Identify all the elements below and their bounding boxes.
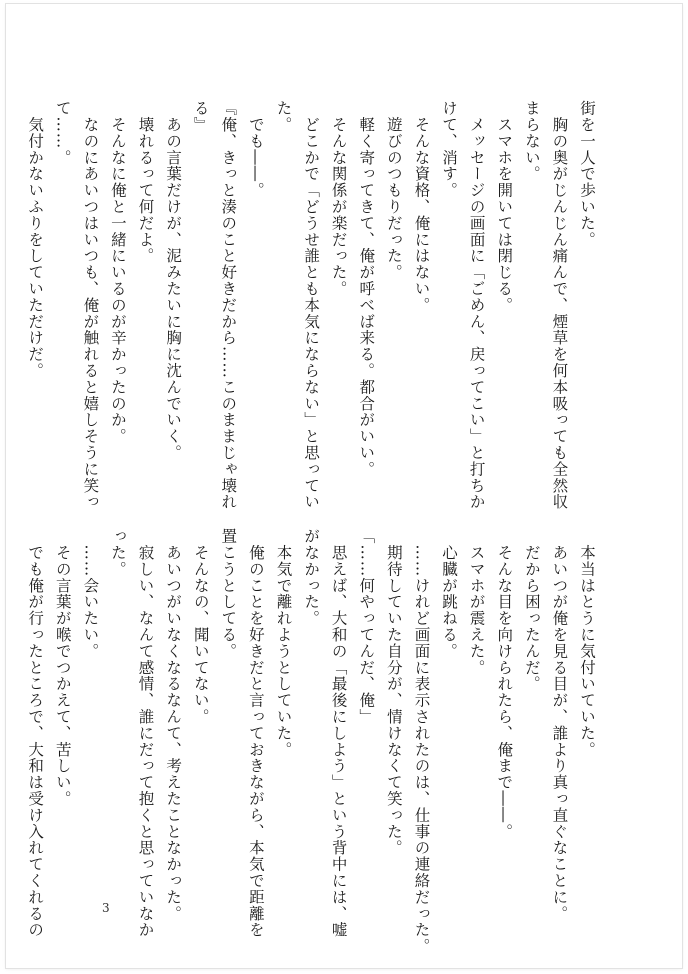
text-line: 本当はとうに気付いていた。 <box>578 528 596 758</box>
text-line: 『俺、きっと湊のこと好きだから……このままじゃ壊れ <box>219 100 238 510</box>
text-line: 「……何やってんだ、俺」 <box>357 528 376 725</box>
top-text-block <box>20 100 600 510</box>
text-line: 置こうとしてる。 <box>219 528 238 660</box>
document-page <box>6 4 682 968</box>
text-line: メッセージの画面に「ごめん、戻ってこい」と打ちか <box>467 100 486 510</box>
text-line: そんな資格、俺にはない。 <box>412 100 431 314</box>
text-line: 本気で離れようとしていた。 <box>274 528 293 758</box>
text-line: 壊れるって何だよ。 <box>136 100 155 264</box>
text-line: まらない。 <box>522 100 541 182</box>
text-line: どこかで「どうせ誰とも本気にならない」と思ってい <box>302 100 321 510</box>
text-line: スマホが震えた。 <box>467 528 486 676</box>
text-line: た。 <box>274 100 293 133</box>
text-line: 寂しい、なんて感情、誰にだって抱くと思っていなか <box>136 528 155 938</box>
text-line: なのにあいつはいつも、俺が触れると嬉しそうに笑っ <box>81 100 100 510</box>
text-line: て……。 <box>53 100 72 166</box>
text-line: 軽く寄ってきて、俺が呼べば来る。都合がいい。 <box>357 100 376 478</box>
text-line: 街を一人で歩いた。 <box>578 100 596 248</box>
text-line: そんな目を向けられたら、俺まで――。 <box>495 528 514 840</box>
text-line: 期待していた自分が、情けなくて笑った。 <box>384 528 403 856</box>
text-line: った。 <box>108 528 127 578</box>
text-line: ……けれど画面に表示されたのは、仕事の連絡だった。 <box>412 528 431 955</box>
text-line: 気付かないふりをしていただけだ。 <box>26 100 45 379</box>
text-line: そんなの、聞いてない。 <box>191 528 210 725</box>
text-line: 心臓が跳ねる。 <box>440 528 459 660</box>
text-line: がなかった。 <box>302 528 321 627</box>
text-line: あいつがいなくなるなんて、考えたことなかった。 <box>164 528 183 922</box>
text-line: あの言葉だけが、泥みたいに胸に沈んでいく。 <box>164 100 183 461</box>
text-line: る』 <box>191 100 210 133</box>
text-line: でも俺が行ったところで、大和は受け入れてくれるの <box>26 528 45 938</box>
text-line: スマホを開いては閉じる。 <box>495 100 514 314</box>
text-line: あいつが俺を見る目が、誰より真っ直ぐなことに。 <box>550 528 569 922</box>
text-line: だから困ったんだ。 <box>522 528 541 692</box>
text-line: でも――。 <box>246 100 265 199</box>
page-number: 3 <box>102 901 110 915</box>
bottom-text-block <box>20 528 600 955</box>
text-line: 俺のことを好きだと言っておきながら、本気で距離を <box>246 528 265 938</box>
text-line: その言葉が喉でつかえて、苦しい。 <box>53 528 72 807</box>
text-line: 思えば、大和の「最後にしよう」という背中には、嘘 <box>329 528 348 938</box>
text-line: ……会いたい。 <box>81 528 100 660</box>
text-line: けて、消す。 <box>440 100 459 199</box>
text-line: そんな関係が楽だった。 <box>329 100 348 297</box>
text-line: 遊びのつもりだった。 <box>384 100 403 281</box>
text-line: 胸の奥がじんじん痛んで、煙草を何本吸っても全然収 <box>550 100 569 510</box>
text-line: そんなに俺と一緒にいるのが辛かったのか。 <box>108 100 127 445</box>
